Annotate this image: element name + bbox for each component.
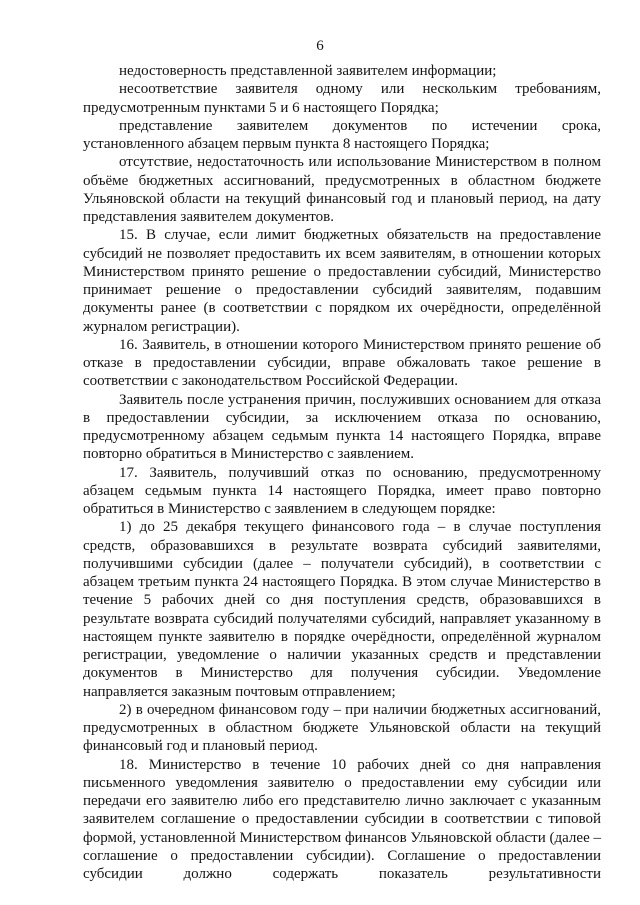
paragraph: отсутствие, недостаточность или использование Министерством в полном объёме бюджетных ассигнований, предусмотренных в областном бюджете Ульяновской области на текущий финансовый год и плановый период, на дату представления заявителем документов. — [83, 154, 601, 225]
document-body — [83, 62, 601, 883]
paragraph: Заявитель после устранения причин, послуживших основанием для отказа в предоставлении субсидии, за исключением отказа по основанию, предусмотренному абзацем седьмым пункта 14 настоящего Порядка, вправе повторно обратиться в Министерство с заявлением. — [83, 391, 601, 463]
paragraph: 15. В случае, если лимит бюджетных обязательств на предоставление субсидий не позволяет предоставить их всем заявителям, в отношении которых Министерством принято решение о предоставлении субсидий, Министерство принимает решение о предоставлении субсидий заявителям, подавшим документы ранее (в соответствии с порядком их очерёдности, определённой журналом регистрации). — [83, 227, 601, 335]
paragraph: несоответствие заявителя одному или нескольким требованиям, предусмотренным пунктами 5 и 6 настоящего Порядка; — [83, 81, 601, 116]
page-number: 6 — [316, 38, 324, 54]
paragraph: 16. Заявитель, в отношении которого Министерством принято решение об отказе в предоставлении субсидии, вправе обжаловать такое решение в соответствии с законодательством Российской Федерации. — [83, 336, 601, 390]
paragraph: 18. Министерство в течение 10 рабочих дней со дня направления письменного уведомления заявителю о предоставлении ему субсидии или передачи его заявителю либо его представителю лично заключает с указанным заявителем соглашение о предоставлении субсидии в соответствии с типовой формой, установленной Министерством финансов Ульяновской области (далее – соглашение о предоставлении субсидии). Соглашение о предоставлении субсидии должно содержать показатель результативности — [83, 756, 601, 882]
paragraph: представление заявителем документов по истечении срока, установленного абзацем первым пункта 8 настоящего Порядка; — [83, 117, 601, 152]
paragraph: недостоверность представленной заявителем информации; — [119, 63, 497, 79]
paragraph: 17. Заявитель, получивший отказ по основанию, предусмотренному абзацем седьмым пункта 14 настоящего Порядка, имеет право повторно обратиться в Министерство с заявлением в следующем порядке: — [83, 464, 601, 517]
paragraph: 2) в очередном финансовом году – при наличии бюджетных ассигнований, предусмотренных в областном бюджете Ульяновской области на текущий финансовый год и плановый период. — [83, 701, 601, 755]
paragraph: 1) до 25 декабря текущего финансового года – в случае поступления средств, образовавшихся в результате возврата субсидий заявителями, получившими субсидии (далее – получатели субсидий), в соответствии с абзацем третьим пункта 24 настоящего Порядка. В этом случае Министерство в течение 5 рабочих дней со дня поступления средств, образовавшихся в результате возврата субсидий получателями субсидий, направляет указанному в настоящем пункте заявителю в порядке очерёдности, определённой журналом регистрации, уведомление о наличии указанных средств и представлении документов в Министерство для получения субсидии. Уведомление направляется заказным почтовым отправлением; — [83, 519, 601, 700]
